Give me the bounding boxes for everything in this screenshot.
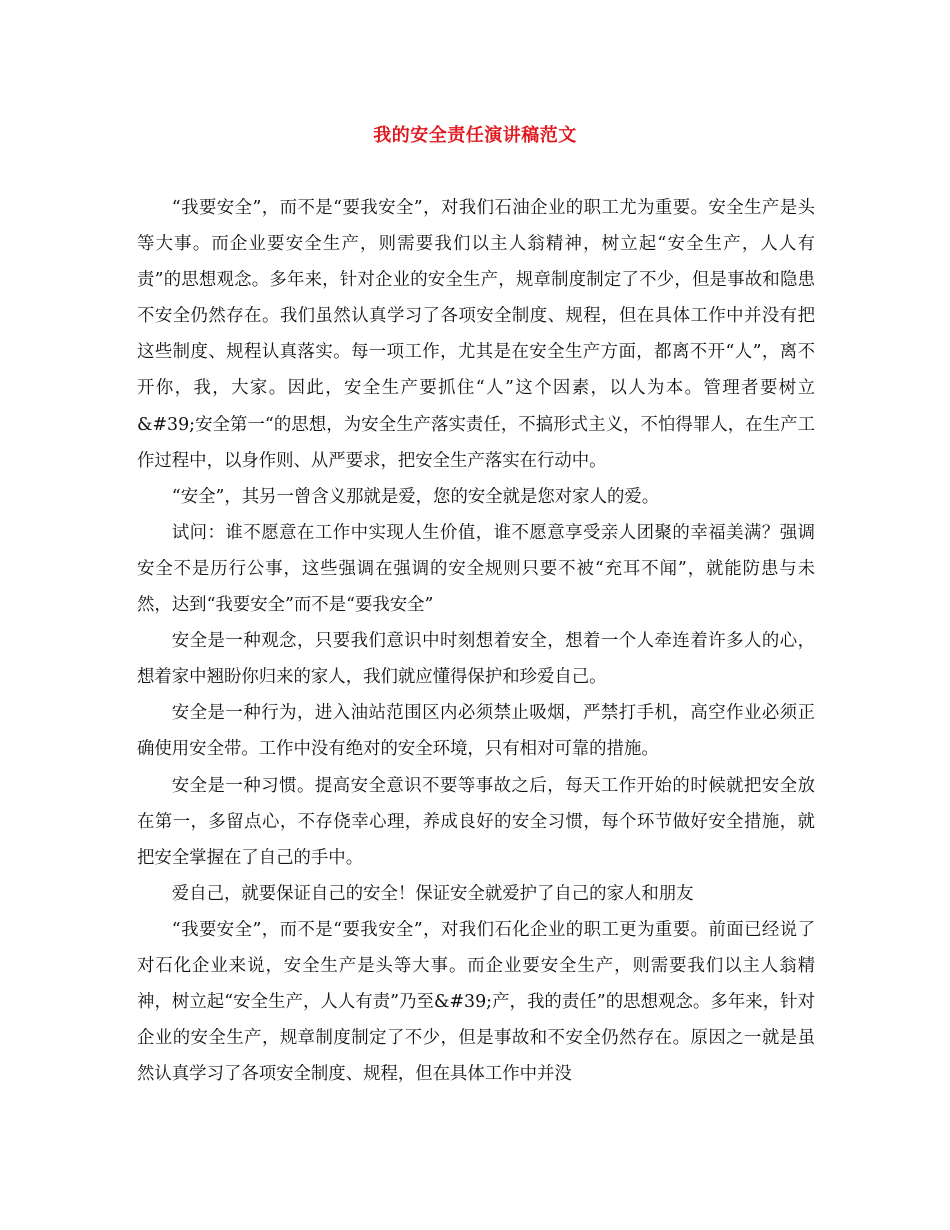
paragraph: 试问：谁不愿意在工作中实现人生价值，谁不愿意享受亲人团聚的幸福美满？强调安全不是历行公事，这些强调在强调的安全规则只要不被“充耳不闻”，就能防患与未然，达到“我要安全”而不是“要我安全” [137, 522, 815, 616]
document-title: 我的安全责任演讲稿范文 [373, 125, 577, 146]
paragraph: “我要安全”，而不是“要我安全”，对我们石油企业的职工尤为重要。安全生产是头等大事。而企业要安全生产，则需要我们以主人翁精神，树立起“安全生产，人人有责”的思想观念。多年来，针对企业的安全生产，规章制度制定了不少，但是事故和隐患不安全仍然存在。我们虽然认真学习了各项安全制度、规程，但在具体工作中并没有把这些制度、规程认真落实。每一项工作，尤其是在安全生产方面，都离不开“人”，离不开你，我，大家。因此，安全生产要抓住“人”这个因素，以人为本。管理者要树立&#39;安全第一“的思想，为安全生产落实责任，不搞形式主义，不怕得罪人，在生产工作过程中，以身作则、从严要求，把安全生产落实在行动中。 [137, 198, 815, 471]
paragraph: 安全是一种行为，进入油站范围区内必须禁止吸烟，严禁打手机，高空作业必须正确使用安全带。工作中没有绝对的安全环境，只有相对可靠的措施。 [137, 703, 815, 760]
paragraph: 安全是一种观念，只要我们意识中时刻想着安全，想着一个人牵连着许多人的心，想着家中翘盼你归来的家人，我们就应懂得保护和珍爱自己。 [137, 631, 815, 688]
paragraph: “我要安全”，而不是“要我安全”，对我们石化企业的职工更为重要。前面已经说了对石化企业来说，安全生产是头等大事。而企业要安全生产，则需要我们以主人翁精神，树立起“安全生产，人人有责”乃至&#39;产，我的责任”的思想观念。多年来，针对企业的安全生产，规章制度制定了不少，但是事故和不安全仍然存在。原因之一就是虽然认真学习了各项安全制度、规程，但在具体工作中并没 [137, 919, 815, 1085]
paragraph: 安全是一种习惯。提高安全意识不要等事故之后，每天工作开始的时候就把安全放在第一，多留点心，不存侥幸心理，养成良好的安全习惯，每个环节做好安全措施，就把安全掌握在了自己的手中。 [137, 775, 815, 868]
document-body [137, 190, 815, 1092]
paragraph: 爱自己，就要保证自己的安全！保证安全就爱护了自己的家人和朋友 [171, 883, 694, 904]
paragraph: “安全”，其另一曾含义那就是爱，您的安全就是您对家人的爱。 [171, 486, 660, 507]
